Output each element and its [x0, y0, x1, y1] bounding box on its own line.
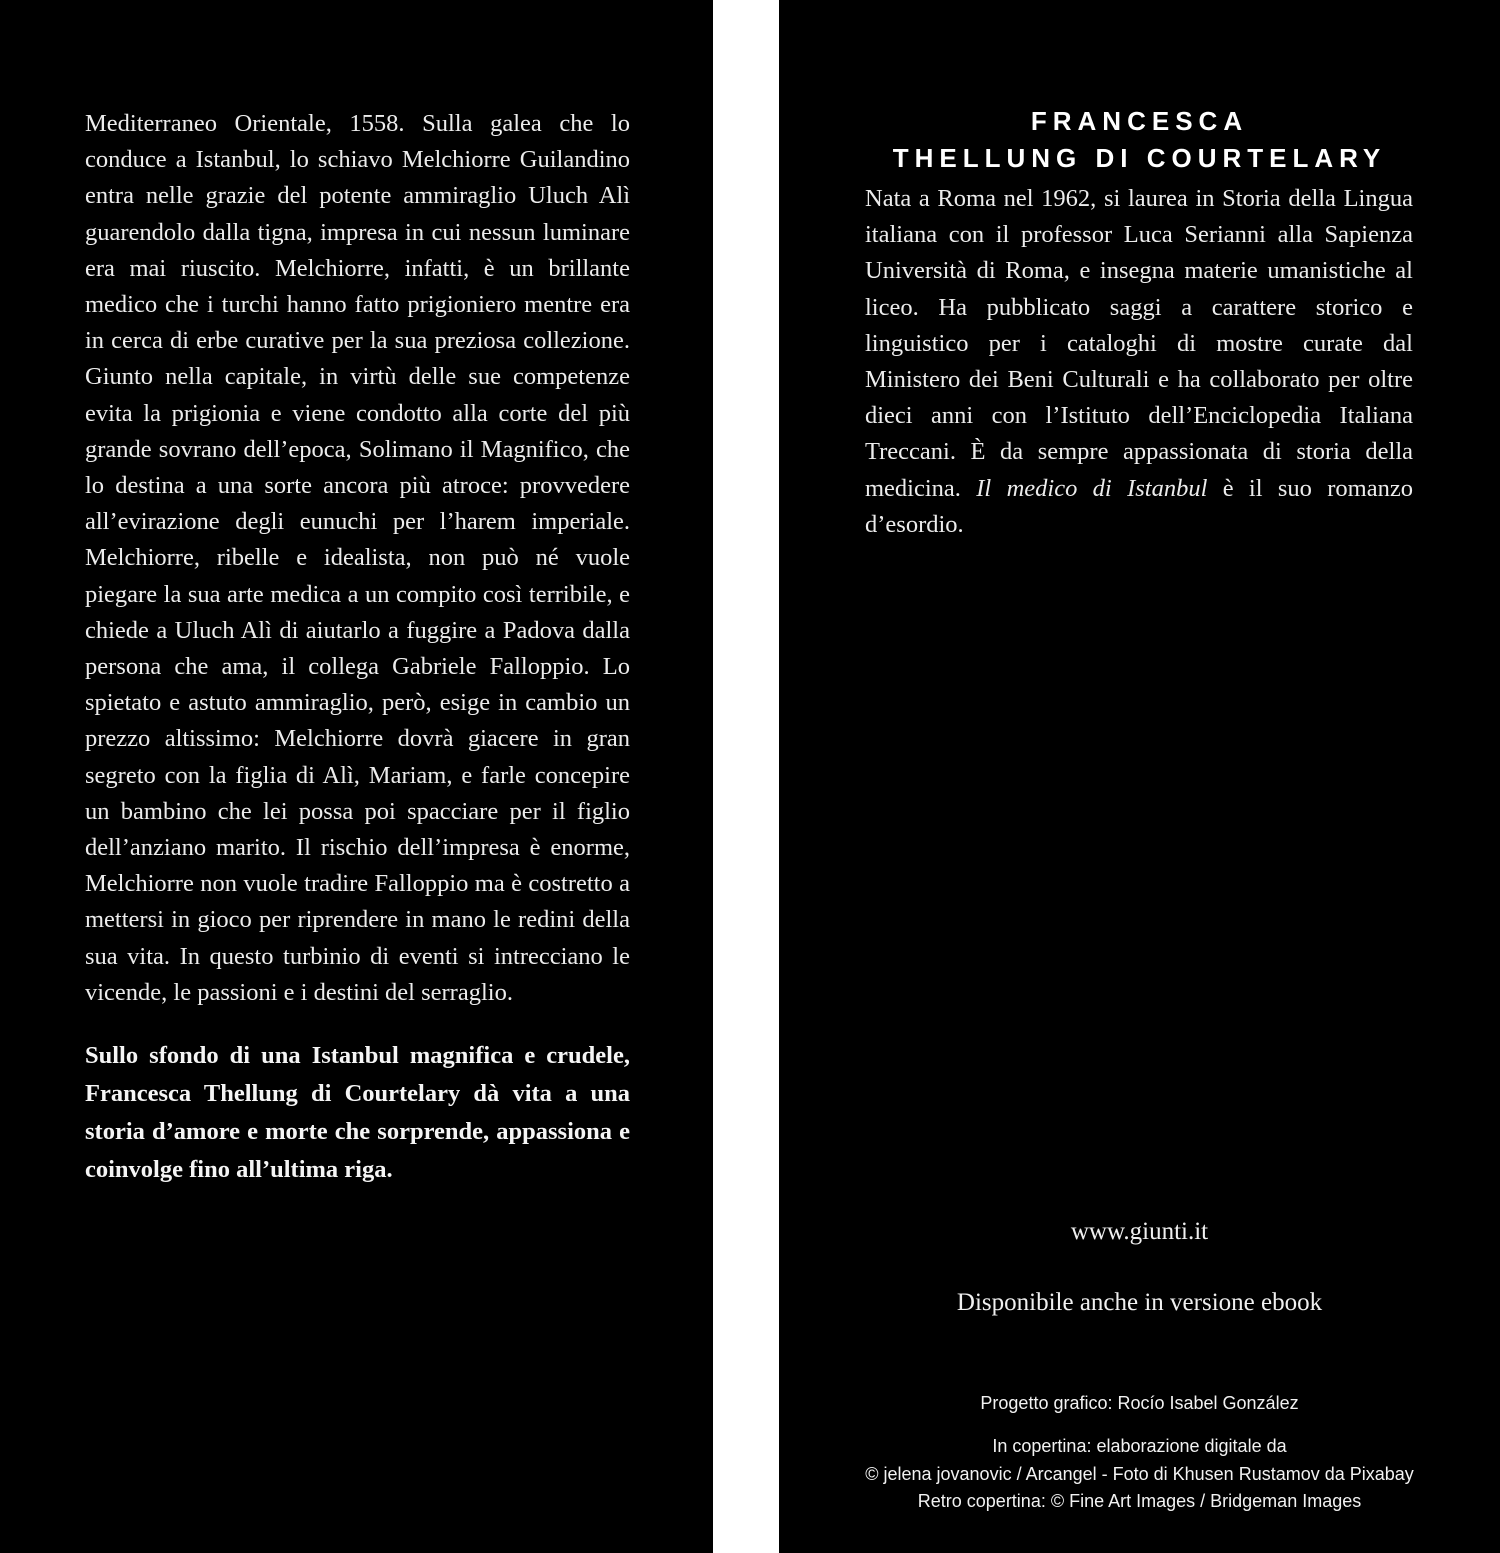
ebook-availability-text: Disponibile anche in versione ebook: [956, 1289, 1323, 1316]
tagline-text: Sullo sfondo di una Istanbul magnifica e crudele, Francesca Thellung di Courtelary dà vita a una storia d’amore e morte che sorprende, appassiona e coinvolge fino all’ultima riga.: [85, 1042, 630, 1184]
synopsis-text: Mediterraneo Orientale, 1558. Sulla galea che lo conduce a Istanbul, lo schiavo Melchiorre Guilandino entra nelle grazie del potente ammiraglio Uluch Alì guarendolo dalla tigna, impresa in cui nessun luminare era mai riuscito. Melchiorre, infatti, è un brillante medico che i turchi hanno fatto prigioniero mentre era in cerca di erbe curative per la sua preziosa collezione. Giunto nella capitale, in virtù delle sue competenze evita la prigionia e viene condotto alla corte del più grande sovrano dell’epoca, Solimano il Magnifico, che lo destina a una sorte ancora più atroce: provvedere all’evirazione degli eunuchi per l’harem imperiale. Melchiorre, ribelle e idealista, non può né vuole piegare la sua arte medica a un compito così terribile, e chiede a Uluch Alì di aiutarlo a fuggire a Padova dalla persona che ama, il collega Gabriele Falloppio. Lo spietato e astuto ammiraglio, però, esige in cambio un prezzo altissimo: Melchiorre dovrà giacere in gran segreto con la figlia di Alì, Mariam, e farle concepire un bambino che lei possa poi spacciare per il figlio dell’anziano marito. Il rischio dell’impresa è enorme, Melchiorre non vuole tradire Falloppio ma è costretto a mettersi in gioco per riprendere in mano le redini della sua vita. In questo turbinio di eventi si intrecciano le vicende, le passioni e i destini del serraglio.: [85, 110, 630, 1006]
author-name-heading: [779, 103, 1500, 177]
synopsis-block: [85, 106, 630, 1189]
author-name-line1: FRANCESCA: [1030, 106, 1249, 136]
cover-credit-line1: In copertina: elaborazione digitale da: [992, 1436, 1287, 1456]
author-bio-block: [865, 181, 1413, 543]
author-name-line2: THELLUNG DI COURTELARY: [892, 143, 1387, 173]
panel-gap: [713, 0, 779, 1553]
back-cover-panel: [0, 0, 713, 1553]
bio-text-end: è il suo romanzo d’esordio.: [865, 474, 1413, 538]
author-bio-text: [865, 181, 1413, 543]
bio-text-start: Nata a Roma nel 1962, si laurea in Storia della Lingua italiana con il professor Luca Serianni alla Sapienza Università di Roma, e insegna materie umanistiche al liceo. Ha pubblicato saggi a carattere storico e linguistico per i cataloghi di mostre curate dal Ministero dei Beni Culturali e ha collaborato per oltre dieci anni con l’Istituto dell’Enciclopedia Italiana Treccani. È da sempre appassionata di storia della medicina.: [865, 185, 1413, 502]
graphic-design-credit: Progetto grafico: Rocío Isabel González: [980, 1393, 1299, 1413]
cover-credit-line2: © jelena jovanovic / Arcangel - Foto di Khusen Rustamov da Pixabay: [865, 1463, 1414, 1484]
book-title-italic: Il medico di Istanbul: [976, 474, 1208, 502]
jacket-flap-panel: [779, 0, 1500, 1553]
publisher-website-text: www.giunti.it: [1070, 1218, 1209, 1245]
back-cover-credit: Retro copertina: © Fine Art Images / Bridgeman Images: [917, 1491, 1362, 1511]
cover-credits-block: [779, 1433, 1500, 1516]
